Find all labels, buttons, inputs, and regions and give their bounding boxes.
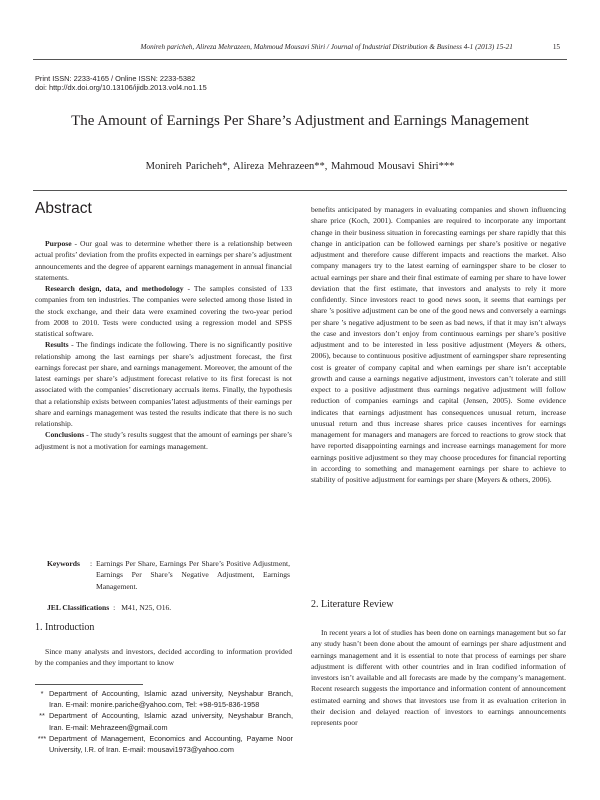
introduction-heading: 1. Introduction (35, 622, 95, 633)
keywords-text: Earnings Per Share, Earnings Per Share’s Positive Adjustment, Earnings Per Share’s Negative Adjustment, Earnings Management. (96, 559, 290, 591)
introduction-text: Since many analysts and investors, decided according to information provided by the companies and they important to know (35, 647, 292, 668)
footnote-text: Department of Management, Economics and Accounting, Payame Noor University, I.R. of Iran. E-mail: mousavi1973@yahoo.com (49, 733, 293, 755)
footnote-mark: * (40, 689, 44, 698)
footnote-text: Department of Accounting, Islamic azad university, Neyshabur Branch, Iran. E-mail: Mehrazeen@gmail.com (49, 711, 293, 732)
jel-block (47, 603, 171, 612)
running-head (80, 43, 560, 51)
footnote (35, 688, 293, 710)
conclusions-label: Conclusions (45, 430, 85, 440)
literature-review-body (311, 627, 566, 728)
conclusions-text: - The study’s results suggest that the amount of earnings per share’s adjustment is not a motivation for earnings management. (35, 430, 292, 451)
doi-line: doi: http://dx.doi.org/10.13106/ijidb.2013.vol4.no1.15 (35, 83, 207, 93)
jel-label: JEL Classifications (47, 603, 110, 612)
footnotes (35, 688, 293, 755)
title-rule (33, 190, 567, 191)
keywords-block (47, 558, 290, 592)
introduction-body (35, 646, 292, 669)
purpose-label: Purpose (45, 239, 72, 248)
abstract-purpose (35, 238, 292, 283)
footnote (35, 733, 293, 755)
purpose-text: - Our goal was to determine whether there is a relationship between actual profits’ deviation from the profits expected in earnings per share’s adjustment announcements and the degree of apparent earnings management in annual financial statements. (35, 239, 292, 282)
abstract-design (35, 283, 292, 339)
author-list: Monireh Paricheh*, Alireza Mehrazeen**, Mahmoud Mousavi Shiri*** (145, 161, 455, 172)
header-rule (33, 59, 567, 60)
literature-review-text: In recent years a lot of studies has been done on earnings management but so far any study hasn’t been done about the amount of earnings per share adjustment and earnings management and it is essential to note that process of earnings per share adjustment is different with other countries and in Iran codified information of investors isn’t available and all forecasts are made by the company’s management. Recent research suggests the importance and information content of announcement estimated earning and shows that investors use from it as evaluation criterion in their decision and delayed reaction of investors to earnings announcements represents poor (311, 628, 566, 727)
footnote (35, 710, 293, 732)
keywords-label: Keywords (47, 559, 80, 568)
paper-title: The Amount of Earnings Per Share’s Adjustment and Earnings Management (71, 113, 529, 129)
design-label: Research design, data, and methodology (45, 284, 184, 293)
literature-review-heading: 2. Literature Review (311, 599, 394, 610)
jel-separator: : (113, 603, 116, 612)
abstract-results (35, 339, 292, 429)
abstract-body (35, 238, 292, 452)
page-number: 15 (552, 43, 560, 51)
jel-text: M41, N25, O16. (121, 603, 172, 612)
right-column-paragraph: benefits anticipated by managers in evaluating companies and shown influencing share price (Koch, 2001). Companies are required to incorporate any important change in their business situation in forecasting earnings per share rapidly that this change in anticipation can be followed earnings per share’s positive or negative adjustment and therefore cause different impacts and reactions the market. Also company managers try to the latest earning of earningsper share to be closer to actual earnings per share and their final estimate of earning per share to have lower deviation that the first estimate, that investors and analysts to rely it more confidently. Since investors react to good news soon, it seems that earnings per share ’s positive adjustment can be one of the good news and conversely a earnings per share ’s negative adjustment to be seen as bad news, if that it may isn’t always the case and investors don’t enjoy from continuous earnings per share’s positive adjustment and to be interested in less positive adjustment (Meyers & others, 2006), because to continuous positive adjustment of earningsper share representing cost is greater of company capital and when earnings per share isn’t acceptable growth and cause a earnings negative adjustment, investors can’t tolerate and still expect to a positive adjustment thus earnings negative adjustment will follow reduction of companies earnings and capital (Jensen, 2005). Some evidence indicates that earnings adjustment has consequences unusual return, increase unusual return and thus increase shares price causes incentives for earnings management for managers and managers are forced to reactions to grow stock that have reported disappointing earnings and increase earnings management for more earnings positive adjustment so they may choose procedures for financial reporting in according to something and management earnings per share to achieve to stability of positive adjustment for earnings per share (Meyers & others, 2006). (311, 205, 566, 484)
results-text: - The findings indicate the following. There is no significantly positive relationship among the last earnings per share’s adjustment forecast, the first earnings forecast per share, and earnings management. Moreover, the amount of the latest earnings per share’s adjustment forecast relative to its first forecast is not associated with the companies’ discretionary accruals items. Finally, the hypothesis that a relationship exists between companies’latest adjustments of their earnings per share and earnings management was tested the results indicate that there is no such relationship. (35, 340, 292, 428)
footnote-mark: ** (39, 711, 45, 721)
footnote-rule (35, 684, 143, 685)
design-text: - The samples consisted of 133 companies from ten industries. The companies were selected among those listed in the stock exchange, and their data were examined covering the two-year period from 2008 to 2010. Tests were conducted using a regression model and SPSS statistical software. (35, 284, 293, 338)
results-label: Results (45, 340, 69, 350)
issn-line: Print ISSN: 2233-4165 / Online ISSN: 2233-5382 (35, 74, 196, 83)
abstract-conclusions (35, 429, 292, 452)
abstract-heading: Abstract (35, 200, 92, 217)
right-column-body (311, 204, 566, 485)
footnote-mark: *** (37, 733, 47, 743)
footnote-text: Department of Accounting, Islamic azad university, Neyshabur Branch, Iran. E-mail: monire.pariche@yahoo.com, Tel: +98-915-836-1958 (49, 689, 293, 710)
running-head-text: Monireh paricheh, Alireza Mehrazeen, Mahmoud Mousavi Shiri / Journal of Industrial Distribution & Business 4-1 (2013) 15-21 (140, 43, 513, 51)
keywords-separator: : (89, 559, 93, 568)
issn-block (35, 74, 207, 92)
